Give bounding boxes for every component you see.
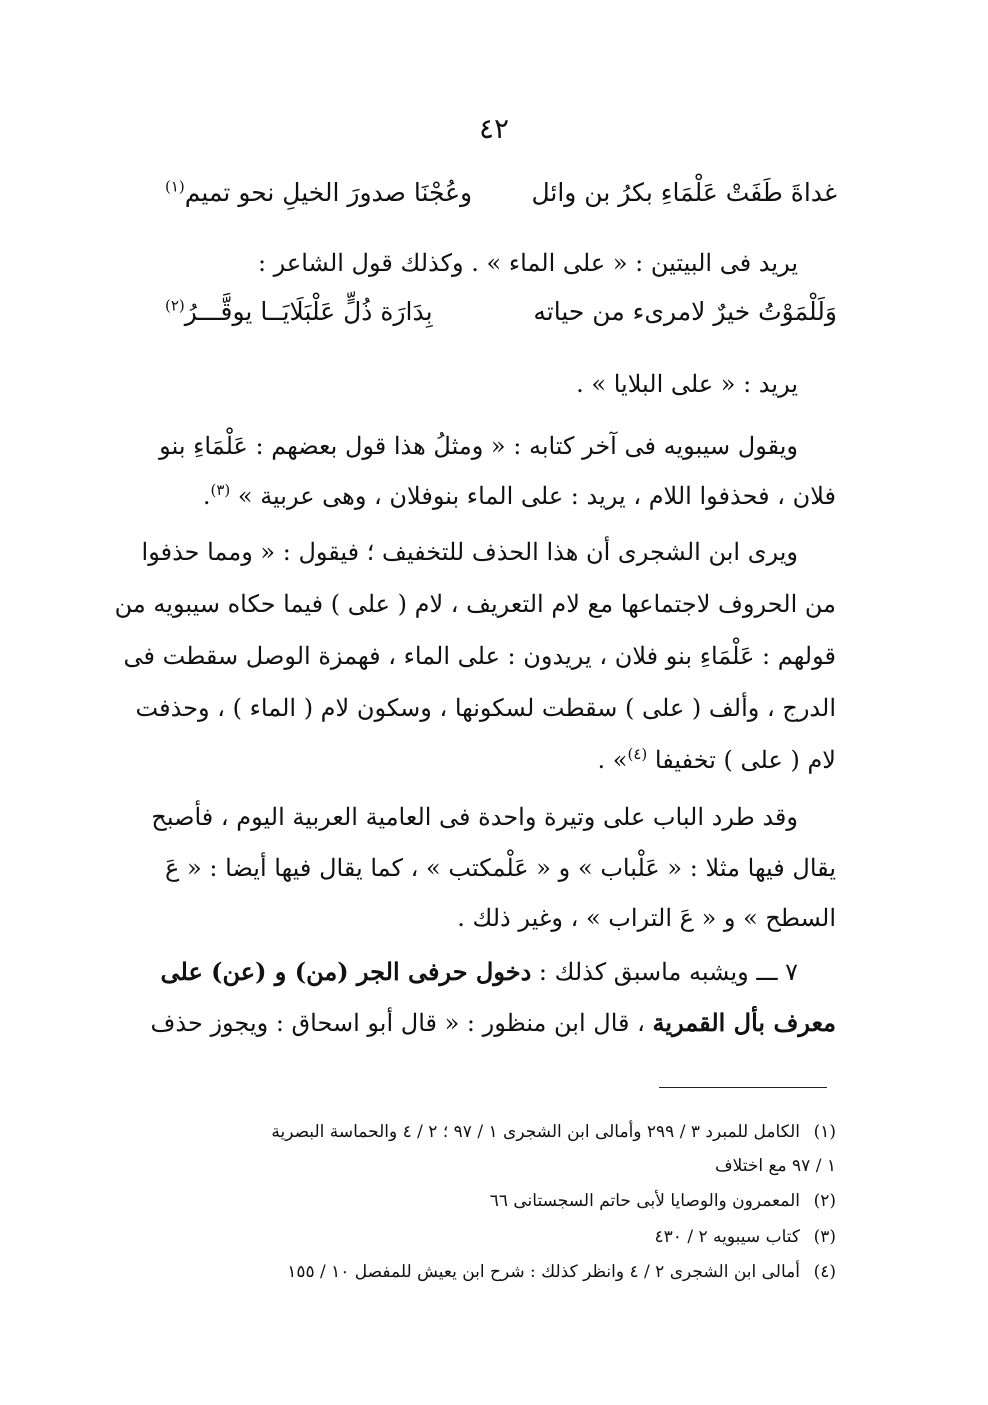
paragraph-3-line-1: ويقول سيبويه فى آخر كتابه : « ومثلُ هذا قول بعضهم : عَلْمَاءِ بنو <box>159 432 798 460</box>
footnote-ref-3: (٣) <box>210 481 231 499</box>
paragraph-6-line-1-plain: ٧ ـــ ويشبه ماسبق كذلك : <box>531 958 798 986</box>
footnote-4-text: أمالى ابن الشجرى ٢ / ٤ وانظر كذلك : شرح ابن يعيش للمفصل ١٠ / ١٥٥ <box>287 1262 800 1282</box>
footnote-ref-2: (٢) <box>165 296 185 315</box>
paragraph-3-end: . <box>202 482 211 510</box>
footnote-4-number: (٤) <box>813 1262 836 1282</box>
paragraph-4-line-1: ويرى ابن الشجرى أن هذا الحذف للتخفيف ؛ فيقول : « ومما حذفوا <box>141 538 798 566</box>
paragraph-4-line-4: الدرج ، وألف ( على ) سقطت لسكونها ، وسكون لام ( الماء ) ، وحذفت <box>135 694 836 722</box>
paragraph-6-line-2-bold: معرف بأل القمرية <box>652 1008 836 1037</box>
paragraph-1-line: يريد فى البيتين : « على الماء » . وكذلك قول الشاعر : <box>257 249 798 277</box>
verse-2-left-text: بِدَارَة ذُلٍّ عَلْبَلَايَــا يوقَّـــرُ <box>184 297 433 326</box>
paragraph-6-line-1-bold: دخول حرفى الجر (من) و (عن) على <box>160 957 532 986</box>
paragraph-4-end: » . <box>597 746 628 774</box>
verse-1-left-hemistich <box>165 178 472 207</box>
paragraph-3-line-2 <box>165 476 836 516</box>
footnote-1-continued <box>160 1151 836 1181</box>
footnote-separator <box>659 1087 827 1088</box>
verse-1-right-hemistich: غداةَ طَفَتْ عَلْمَاءِ بكرُ بن وائل <box>531 178 837 207</box>
footnote-1-text: الكامل للمبرد ٣ / ٢٩٩ وأمالى ابن الشجرى ١ / ٩٧ ؛ ٢ / ٤ والحماسة البصرية <box>271 1122 800 1142</box>
paragraph-5-line-1: وقد طرد الباب على وتيرة واحدة فى العامية العربية اليوم ، فأصبح <box>151 803 798 831</box>
page-number: ٤٢ <box>478 112 510 145</box>
footnote-1 <box>160 1117 836 1147</box>
paragraph-4-line-5 <box>165 740 836 780</box>
verse-2-left-hemistich <box>165 297 433 326</box>
footnote-2-text: المعمرون والوصايا لأبى حاتم السجستانى ٦٦ <box>489 1191 800 1211</box>
footnote-3-text: كتاب سيبويه ٢ / ٤٣٠ <box>654 1227 800 1247</box>
paragraph-6-line-2-plain: ، قال ابن منظور : « قال أبو اسحاق : ويجوز حذف <box>150 1009 653 1037</box>
footnote-ref-1: (١) <box>165 177 185 196</box>
paragraph-5-line-3: السطح » و « عَ التراب » ، وغير ذلك . <box>457 904 836 932</box>
paragraph-4-line-3: قولهم : عَلْمَاءِ بنو فلان ، يريدون : على الماء ، فهمزة الوصل سقطت فى <box>123 642 836 670</box>
footnote-3 <box>160 1222 836 1252</box>
paragraph-6-line-1 <box>160 952 798 992</box>
paragraph-4-line-2: من الحروف لاجتماعها مع لام التعريف ، لام ( على ) فيما حكاه سيبويه من <box>114 590 836 618</box>
paragraph-6-line-2 <box>150 1003 836 1043</box>
footnote-1-continued-text: ١ / ٩٧ مع اختلاف <box>714 1156 836 1176</box>
footnote-4 <box>160 1257 836 1287</box>
verse-2-right-hemistich: وَلَلْمَوْتُ خيرٌ لامرىء من حياته <box>533 297 837 326</box>
paragraph-5-line-2: يقال فيها مثلا : « عَلْباب » و « عَلْمكتب » ، كما يقال فيها أيضا : « عَ <box>165 854 836 882</box>
verse-1-left-text: وعُجْنَا صدورَ الخيلِ نحو تميم <box>184 178 473 207</box>
footnote-2-number: (٢) <box>813 1191 836 1211</box>
verse-2 <box>165 297 837 341</box>
verse-1 <box>165 178 837 222</box>
footnote-1-number: (١) <box>813 1122 836 1142</box>
paragraph-4-line-5-text: لام ( على ) تخفيفا <box>654 746 836 774</box>
footnote-3-number: (٣) <box>813 1227 836 1247</box>
paragraph-3-line-2-text: فلان ، فحذفوا اللام ، يريد : على الماء بنوفلان ، وهى عربية » <box>237 482 836 510</box>
footnote-2 <box>160 1186 836 1216</box>
paragraph-2-line: يريد : « على البلايا » . <box>576 370 798 398</box>
footnote-ref-4: (٤) <box>627 745 648 763</box>
